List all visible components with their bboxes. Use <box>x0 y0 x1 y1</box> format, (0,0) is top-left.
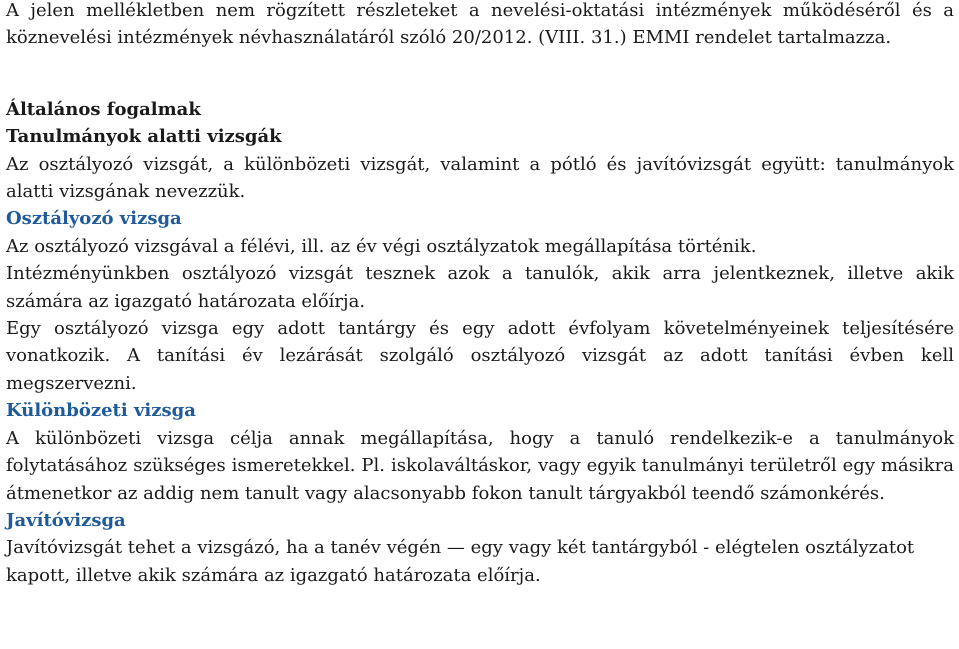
section-spacer <box>6 52 954 96</box>
general-concepts-heading: Általános fogalmak <box>6 98 201 120</box>
exams-paragraph: Az osztályozó vizsgát, a különbözeti vizsgát, valamint a pótló és javítóvizsgát együtt: tanulmányok alatti vizsgának nevezzük. <box>6 153 954 203</box>
intro-paragraph: A jelen mellékletben nem rögzített részleteket a nevelési-oktatási intézmények működéséről és a köznevelési intézmények névhasználatáról szóló 20/2012. (VIII. 31.) EMMI rendelet tartalmazza. <box>6 0 954 49</box>
document-page <box>6 0 954 589</box>
makeup-exam-heading: Javítóvizsga <box>6 509 126 531</box>
exams-subheading: Tanulmányok alatti vizsgák <box>6 126 282 148</box>
classifying-paragraph-2: Intézményünkben osztályozó vizsgát tesznek azok a tanulók, akik arra jelentkeznek, illetve akik számára az igazgató határozata előírja. <box>6 263 954 312</box>
difference-exam-heading: Különbözeti vizsga <box>6 400 196 422</box>
classifying-paragraph-1: Az osztályozó vizsgával a félévi, ill. az év végi osztályzatok megállapítása történik. <box>6 235 757 257</box>
difference-paragraph: A különbözeti vizsga célja annak megállapítása, hogy a tanuló rendelkezik-e a tanulmányok folytatásához szükséges ismeretekkel. Pl. iskolaváltáskor, vagy egyik tanulmányi területről egy másikra átmenetkor az addig nem tanult vagy alacsonyabb fokon tanult tárgyakból teendő számonkérés. <box>6 427 954 504</box>
classifying-paragraph-3: Egy osztályozó vizsga egy adott tantárgy és egy adott évfolyam követelményeinek teljesítésére vonatkozik. A tanítási év lezárását szolgáló osztályozó vizsgát az adott tanítási évben kell megszervezni. <box>6 318 954 394</box>
classifying-exam-heading: Osztályozó vizsga <box>6 208 182 230</box>
makeup-paragraph: Javítóvizsgát tehet a vizsgázó, ha a tanév végén — egy vagy két tantárgyból - elégtelen osztályzatot kapott, illetve akik számára az igazgató határozata előírja. <box>6 537 915 586</box>
